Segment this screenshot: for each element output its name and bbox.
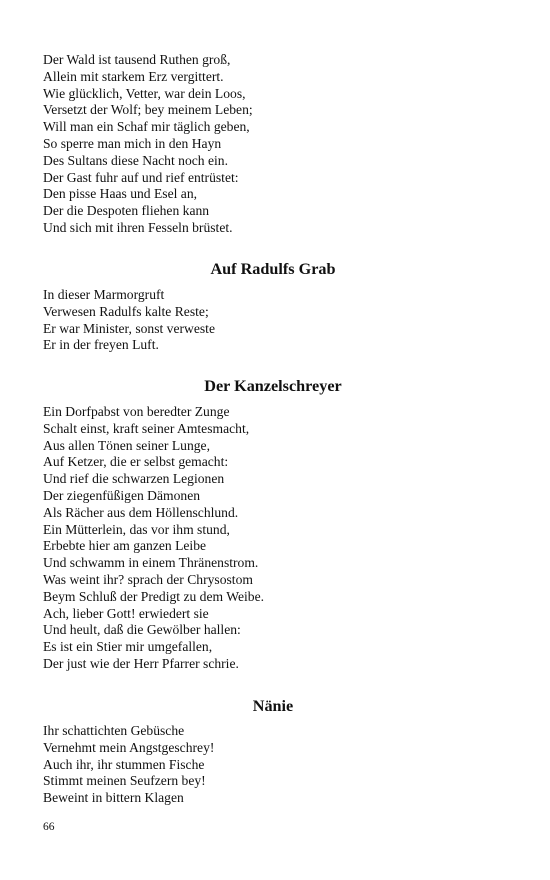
verse-line: Auch ihr, ihr stummen Fische [43, 756, 205, 772]
verse-line: Aus allen Tönen seiner Lunge, [43, 437, 210, 453]
verse-line: Beweint in bittern Klagen [43, 790, 184, 806]
verse-line: Der ziegenfüßigen Dämonen [43, 487, 201, 503]
verse-line: Allein mit starkem Erz vergittert. [43, 68, 224, 84]
verse-line: Ein Mütterlein, das vor ihm stund, [43, 521, 230, 537]
verse-line: Versetzt der Wolf; bey meinem Leben; [43, 102, 253, 118]
verse-line: Stimmt meinen Seufzern bey! [43, 773, 206, 789]
verse-line: Auf Ketzer, die er selbst gemacht: [43, 454, 229, 470]
verse-line: Vernehmt mein Angstgeschrey! [43, 739, 215, 755]
verse-line: Als Rächer aus dem Höllenschlund. [43, 504, 239, 520]
verse-line: Wie glücklich, Vetter, war dein Loos, [43, 85, 246, 101]
verse-line: Der Wald ist tausend Ruthen groß, [43, 52, 231, 67]
verse-line: Beym Schluß der Predigt zu dem Weibe. [43, 588, 265, 604]
verse-line: So sperre man mich in den Hayn [43, 135, 222, 151]
verse-line: Er in der freyen Luft. [43, 337, 159, 353]
verse-line: Verwesen Radulfs kalte Reste; [43, 303, 209, 319]
verse-line: Erbebte hier am ganzen Leibe [43, 538, 207, 554]
verse-line: Es ist ein Stier mir umgefallen, [43, 639, 213, 655]
page-number: 66 [43, 821, 55, 833]
verse-line: In dieser Marmorgruft [43, 287, 165, 302]
verse-line: Er war Minister, sonst verweste [43, 320, 215, 336]
verse-line: Den pisse Haas und Esel an, [43, 186, 198, 202]
verse-line: Und heult, daß die Gewölber hallen: [43, 622, 241, 638]
verse-line: Der die Despoten fliehen kann [43, 203, 210, 219]
verse-line: Der just wie der Herr Pfarrer schrie. [43, 655, 239, 671]
verse-line: Und rief die schwarzen Legionen [43, 471, 225, 487]
poem-title: Der Kanzelschreyer [204, 377, 342, 395]
verse-line: Ihr schattichten Gebüsche [43, 723, 185, 738]
poem-continuation [43, 52, 503, 237]
poem-body [43, 404, 503, 673]
verse-line: Schalt einst, kraft seiner Amtesmacht, [43, 420, 250, 436]
verse-line: Und sich mit ihren Fesseln brüstet. [43, 219, 233, 235]
verse-line: Ach, lieber Gott! erwiedert sie [43, 605, 209, 621]
verse-line: Ein Dorfpabst von beredter Zunge [43, 404, 230, 419]
poem-body [43, 723, 503, 807]
poem-title: Nänie [252, 697, 294, 715]
poem-title: Auf Radulfs Grab [210, 260, 336, 278]
verse-line: Will man ein Schaf mir täglich geben, [43, 119, 250, 135]
verse-line: Der Gast fuhr auf und rief entrüstet: [43, 169, 239, 185]
verse-line: Und schwamm in einem Thränenstrom. [43, 555, 259, 571]
verse-line: Was weint ihr? sprach der Chrysostom [43, 571, 253, 587]
verse-line: Des Sultans diese Nacht noch ein. [43, 152, 228, 168]
poem-body [43, 287, 503, 354]
